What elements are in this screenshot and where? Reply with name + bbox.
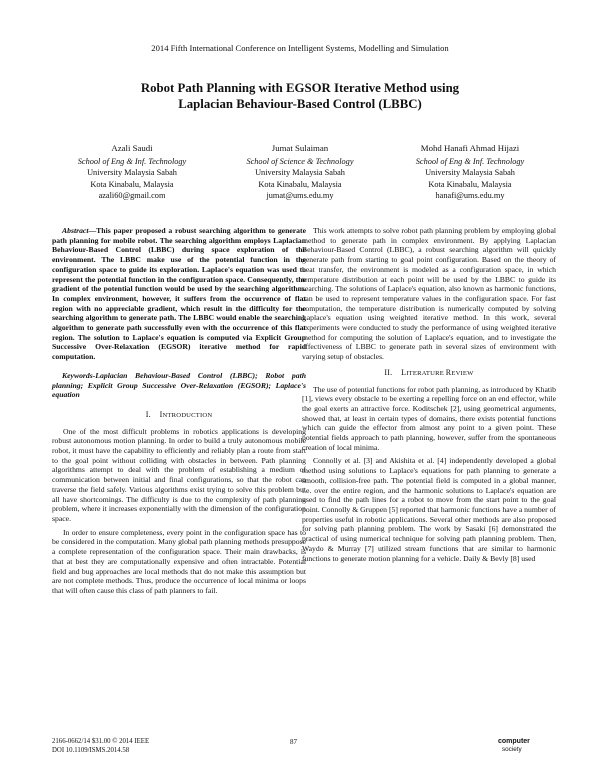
section-heading-literature-review: [302, 368, 556, 379]
paragraph: In order to ensure completeness, every point in the configuration space has to be considered in the computation. Many global path planning methods presuppose a complete representation of the configuration space. Their main drawbacks, is that at best they are computationally expensive and often intractable. Potential field and bug approaches are local methods that do not make this assumption but are not complete methods. Thus, produce the occurrence of local minima or loops that will often cause this class of path planners to fail.: [52, 527, 306, 595]
title-line-2: Laplacian Behaviour-Based Control (LBBC): [178, 97, 422, 111]
author-university: University Malaysia Sabah: [255, 168, 345, 178]
author-department: School of Eng & Inf. Technology: [415, 157, 525, 167]
paragraph: This work attempts to solve robot path planning problem by employing global method to generate path in complex environment. By applying Laplacian Behaviour-Based Control (LBBC), a robust searching algorithm will quickly generate path from starting to goal point configuration. Based on the theory of heat transfer, the environment is modeled as a configuration space, in which temperature distribution at each point will be used by the LBBC to guide its searching. The solutions of Laplace's equation, also known as harmonic functions, can be used to represent temperature values in the configuration space. For fast computation, the temperature distribution is numerically computed by solving Laplace's equation using weighted iterative method. In this work, several experiments were conducted to study the performance of using weighted iterative method for computing the solution of Laplace's equation, and to investigate the effectiveness of LBBC to generate path in several sizes of environment with varying setup of obstacles.: [302, 226, 556, 362]
left-column: [52, 226, 306, 600]
author-city: Kota Kinabalu, Malaysia: [428, 179, 512, 189]
author-department: School of Eng & Inf. Technology: [77, 157, 187, 167]
paragraph: One of the most difficult problems in robotics applications is developing robust autonomous motion planning. In order to build a truly autonomous mobile robot, it must have the capability to efficiently and reliably plan a route from start to the goal point without colliding with obstacles in between. Path planning algorithms attempt to deal with the problem of establishing a medium of communication between initial and final configurations, so that the robot can traverse the field safely. Various algorithms exist trying to solve this problem but all have shortcomings. The difficulty is due to the complexity of path planning problem, where it increases exponentially with the dimension of the configuration space.: [52, 426, 306, 523]
author-block-1: [52, 143, 212, 201]
author-city: Kota Kinabalu, Malaysia: [258, 179, 342, 189]
logo-text-computer: computer: [498, 738, 530, 745]
section-title-rest: NTRODUCTION: [162, 411, 213, 419]
computer-society-logo: [498, 738, 546, 764]
footer-issn: 2166-0662/14 $31.00 © 2014 IEEE: [52, 738, 150, 745]
author-name: Mohd Hanafi Ahmad Hijazi: [420, 143, 520, 153]
section-number: II.: [384, 367, 393, 377]
paragraph: The use of potential functions for robot path planning, as introduced by Khatib [1], views every obstacle to be exerting a repelling force on an end effector, while the goal exerts an attractive force. Koditschek [2], using geometrical arguments, showed that, at least in certain types of domains, there exists potential functions which can guide the effector from almost any point to a given point. These potential fields approach to path planning, however, suffer from the spontaneous creation of local minima.: [302, 384, 556, 452]
conference-header: 2014 Fifth International Conference on Intelligent Systems, Modelling and Simulation: [151, 43, 449, 53]
section-title-initial: L: [401, 367, 407, 377]
author-email: hanafi@ums.edu.my: [435, 190, 505, 200]
keywords: Keywords-Laplacian Behaviour-Based Control (LBBC); Robot path planning; Explicit Group Successive Over-Relaxation (EGSOR); Laplace's equation: [52, 370, 306, 400]
footer-copyright: [52, 738, 149, 755]
title-line-1: Robot Path Planning with EGSOR Iterative Method using: [140, 81, 460, 95]
author-department: School of Science & Technology: [246, 157, 354, 167]
author-university: University Malaysia Sabah: [425, 168, 515, 178]
author-university: University Malaysia Sabah: [87, 168, 177, 178]
paper-title: [60, 80, 540, 112]
paragraph: Connolly et al. [3] and Akishita et al. [4] independently developed a global method using solutions to Laplace's equations for path planning to generate a smooth, collision-free path. The potential field is computed in a global manner, i.e. over the entire region, and the harmonic solutions to Laplace's equation are used to find the path lines for a robot to move from the start point to the goal point. Connolly & Gruppen [5] reported that harmonic functions have a number of properties useful in robotic applications. Several other methods are also proposed for solving path planning problem. The work by Sasaki [6] demonstrated the practical of using numerical technique for solving path planning problem. Then, Waydo & Murray [7] utilized stream functions that are similar to harmonic functions to generate motion planning for a vehicle. Daily & Bevly [8] used: [302, 456, 556, 563]
section-number: I.: [145, 409, 151, 419]
right-column: [302, 226, 556, 567]
author-email: jumat@ums.edu.my: [266, 190, 334, 200]
author-name: Jumat Sulaiman: [271, 143, 329, 153]
logo-text-society: society: [502, 746, 522, 753]
section-title-initial: R: [445, 367, 452, 377]
author-email: azali60@gmail.com: [98, 190, 166, 200]
page-number: 87: [290, 738, 297, 746]
section-heading-introduction: [52, 410, 306, 421]
author-block-2: [220, 143, 380, 201]
abstract-text: —This paper proposed a robust searching algorithm to generate path planning for mobile robot. The searching algorithm employs Laplacian Behaviour-Based Control (LBBC) during space exploration of the environment. The LBBC make use of the potential function in the configuration space to guide its exploration. Laplace's equation was used to represent the potential function in the configuration space. Consequently, the gradient of the potential function would be used by the searching algorithm. In complex environment, however, it suffers from the occurrence of flat region with no appreciable gradient, which result in the difficulty for the searching algorithm to generate path. The LBBC would enable the searching algorithm to generate path successfully even with the occurrence of this flat region. The solution to Laplace's equation is computed via Explicit Group Successive Over-Relaxation (EGSOR) iterative method for rapid computation.: [52, 226, 306, 362]
footer-doi: DOI 10.1109/ISMS.2014.58: [52, 746, 130, 754]
abstract-lead: Abstract: [62, 226, 89, 235]
section-title-rest: ITERATURE: [406, 369, 446, 377]
author-block-3: [390, 143, 550, 201]
section-title-initial: I: [159, 409, 163, 419]
author-city: Kota Kinabalu, Malaysia: [90, 179, 174, 189]
author-name: Azali Saudi: [111, 143, 153, 153]
section-title-rest: EVIEW: [451, 369, 474, 377]
abstract: [52, 226, 306, 362]
